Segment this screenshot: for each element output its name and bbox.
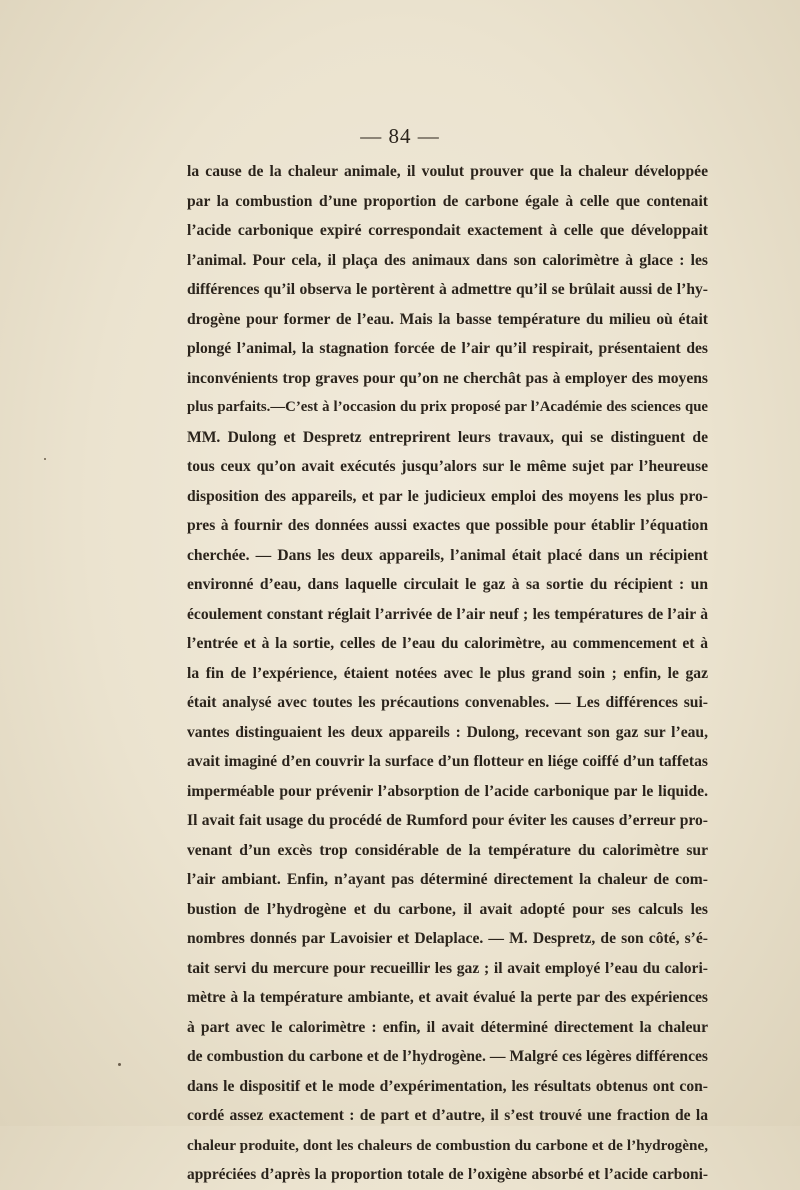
text-line: de combustion du carbone et de l’hydrogène. — Malgré ces légères différences <box>187 1048 708 1065</box>
text-line: chaleur produite, dont les chaleurs de combustion du carbone et de l’hydrogène, <box>187 1136 708 1154</box>
text-line: bustion de l’hydrogène et du carbone, il avait adopté pour ses calculs les <box>187 900 708 918</box>
text-line: différences qu’il observa le portèrent à admettre qu’il se brûlait aussi de l’hy- <box>187 281 708 298</box>
text-line: la cause de la chaleur animale, il voulut prouver que la chaleur développée <box>187 163 708 180</box>
paper-speck <box>118 1063 121 1066</box>
text-line: mètre à la température ambiante, et avait évalué la perte par des expériences <box>187 989 708 1006</box>
text-line: l’acide carbonique expiré correspondait exactement à celle que développait <box>187 222 708 239</box>
text-line: Il avait fait usage du procédé de Rumford pour éviter les causes d’erreur pro- <box>187 812 708 829</box>
text-line: la fin de l’expérience, étaient notées avec le plus grand soin ; enfin, le gaz <box>187 664 708 682</box>
text-line: cherchée. — Dans les deux appareils, l’animal était placé dans un récipient <box>187 546 708 564</box>
text-line: MM. Dulong et Despretz entreprirent leurs travaux, qui se distinguent de <box>187 428 708 446</box>
text-line: dans le dispositif et le mode d’expérimentation, les résultats obtenus ont con- <box>187 1077 708 1095</box>
text-line: inconvénients trop graves pour qu’on ne cherchât pas à employer des moyens <box>187 369 708 387</box>
text-line: disposition des appareils, et par le judicieux emploi des moyens les plus pro- <box>187 487 708 505</box>
page-number: — 84 — <box>360 124 440 148</box>
text-line: vantes distinguaient les deux appareils : Dulong, recevant son gaz sur l’eau, <box>187 723 708 741</box>
text-line: était analysé avec toutes les précautions convenables. — Les différences sui- <box>187 694 708 711</box>
text-line: pres à fournir des données aussi exactes que possible pour établir l’équation <box>187 517 708 534</box>
text-line: écoulement constant réglait l’arrivée de l’air neuf ; les températures de l’air à <box>187 605 708 623</box>
text-line: par la combustion d’une proportion de carbone égale à celle que contenait <box>187 192 708 210</box>
text-line: l’air ambiant. Enfin, n’ayant pas déterminé directement la chaleur de com- <box>187 871 708 888</box>
text-line: l’entrée et à la sortie, celles de l’eau du calorimètre, au commencement et à <box>187 635 708 652</box>
text-line: cordé assez exactement : de part et d’autre, il s’est trouvé une fraction de la <box>187 1107 708 1124</box>
text-line: tous ceux qu’on avait exécutés jusqu’alors sur le même sujet par l’heureuse <box>187 458 708 475</box>
text-line: plongé l’animal, la stagnation forcée de l’air qu’il respirait, présentaient des <box>187 340 708 357</box>
text-line: venant d’un excès trop considérable de la température du calorimètre sur <box>187 841 708 859</box>
text-line: appréciées d’après la proportion totale de l’oxigène absorbé et l’acide carboni- <box>187 1166 708 1183</box>
paper-speck <box>44 458 46 460</box>
text-line: environné d’eau, dans laquelle circulait le gaz à sa sortie du récipient : un <box>187 576 708 593</box>
text-line: l’animal. Pour cela, il plaça des animaux dans son calorimètre à glace : les <box>187 251 708 269</box>
text-line: imperméable pour prévenir l’absorption de l’acide carbonique par le liquide. <box>187 782 708 800</box>
text-line: tait servi du mercure pour recueillir les gaz ; il avait employé l’eau du calori- <box>187 959 708 977</box>
text-line: plus parfaits.—C’est à l’occasion du prix proposé par l’Académie des sciences que <box>187 399 708 415</box>
text-line: avait imaginé d’en couvrir la surface d’un flotteur en liége coiffé d’un taffetas <box>187 753 708 770</box>
text-line: à part avec le calorimètre : enfin, il avait déterminé directement la chaleur <box>187 1018 708 1036</box>
text-line: nombres donnés par Lavoisier et Delaplace. — M. Despretz, de son côté, s’é- <box>187 930 708 947</box>
text-line: drogène pour former de l’eau. Mais la basse température du milieu où était <box>187 310 708 328</box>
body-text <box>187 157 708 1190</box>
